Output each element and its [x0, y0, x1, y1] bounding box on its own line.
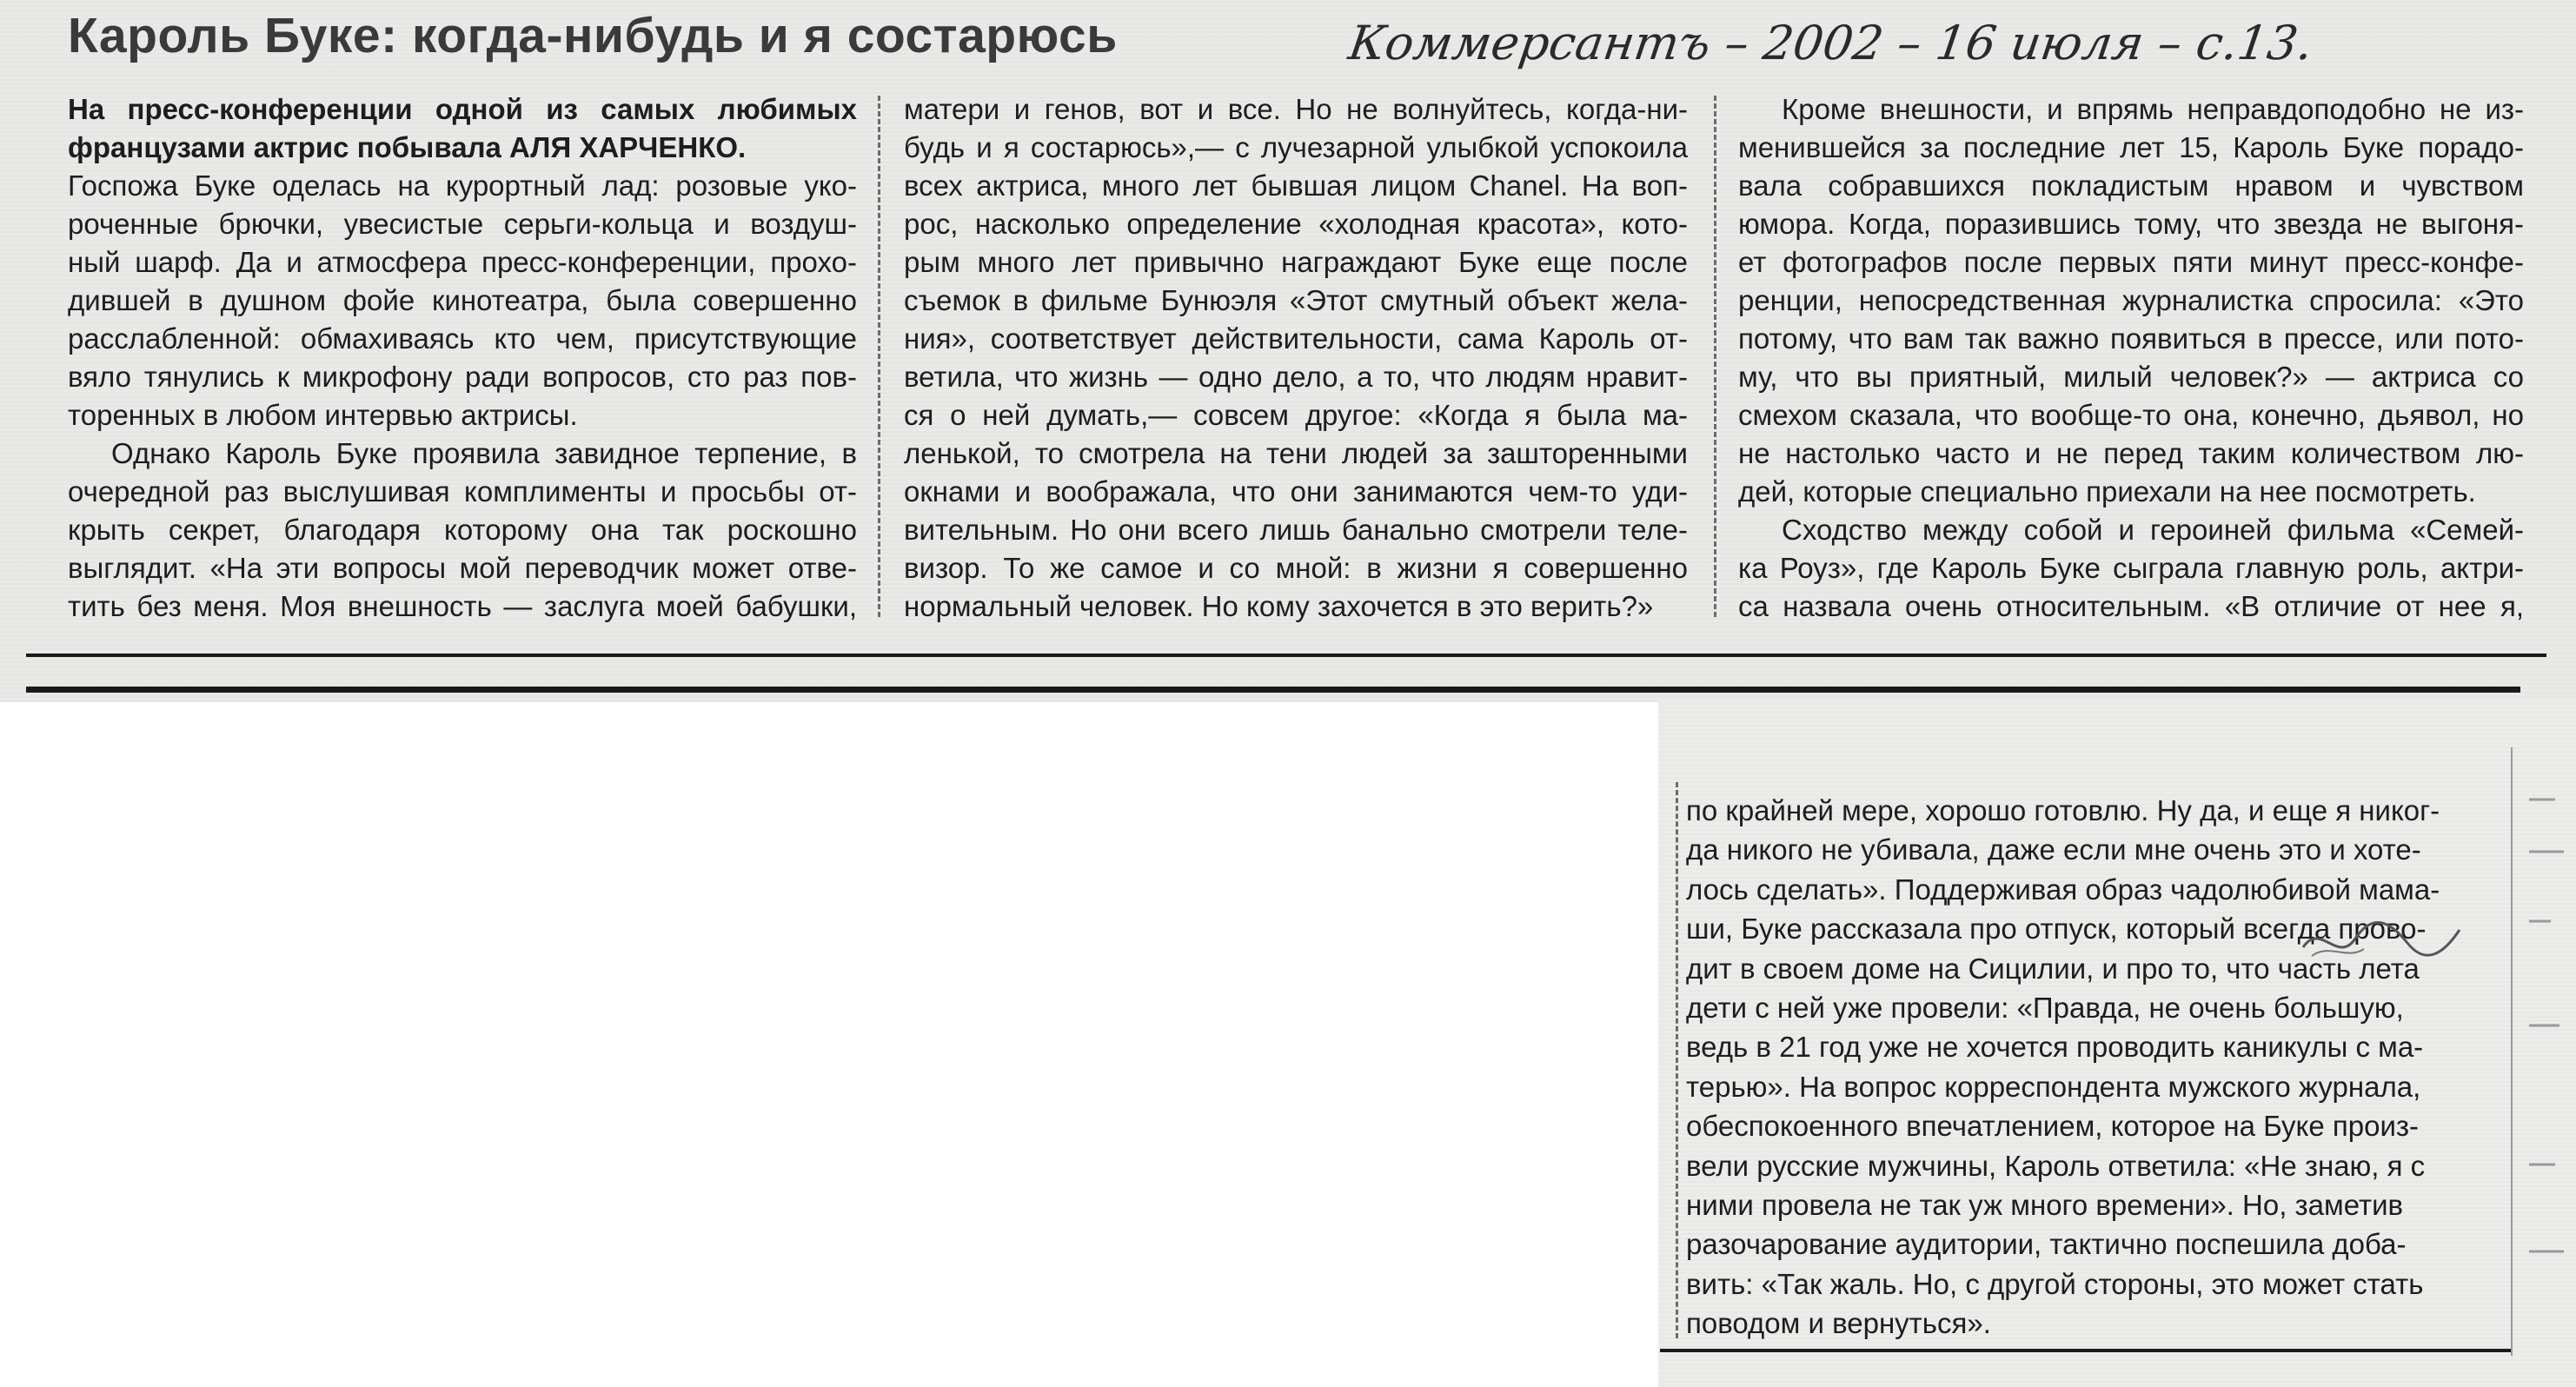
- text-line: вительным. Но они всего лишь банально смотрели теле-: [904, 514, 1688, 546]
- text-line: тить без меня. Моя внешность — заслуга моей бабушки,: [68, 590, 857, 622]
- pen-scribble-mark: [2294, 904, 2468, 973]
- text-line: матери и генов, вот и все. Но не волнуйтесь, когда-ни-: [904, 93, 1688, 125]
- article-headline: Кароль Буке: когда-нибудь и я состарюсь: [68, 8, 1118, 63]
- column-divider: [1676, 782, 1678, 1338]
- text-line: менившейся за последние лет 15, Кароль Буке порадо-: [1738, 131, 2524, 163]
- text-line: выглядит. «На эти вопросы мой переводчик может отве-: [68, 552, 857, 584]
- text-line: са назвала очень относительным. «В отличие от нее я,: [1738, 590, 2524, 622]
- lead-line: На пресс-конференции одной из самых любимых: [68, 93, 857, 125]
- article-column-2: [904, 90, 1688, 626]
- text-line: потому, что вам так важно появиться в прессе, или пото-: [1738, 322, 2524, 355]
- text-line: смехом сказала, что вообще-то она, конечно, дьявол, но: [1738, 399, 2524, 431]
- text-line: ренции, непосредственная журналистка спросила: «Это: [1738, 284, 2524, 316]
- text-line: съемок в фильме Бунюэля «Этот смутный объект жела-: [904, 284, 1688, 316]
- text-line: крыть секрет, благодаря которому она так роскошно: [68, 514, 857, 546]
- text-line: Кроме внешности, и впрямь неправдоподобно не из-: [1782, 93, 2524, 125]
- lead-line: французами актрис побывала АЛЯ ХАРЧЕНКО.: [68, 131, 747, 163]
- text-line: терью». На вопрос корреспондента мужского журнала,: [1686, 1070, 2421, 1103]
- text-line: ними провела не так уж много времени». Но, заметив: [1686, 1188, 2404, 1221]
- text-line: ши, Буке рассказала про отпуск, который всегда прово-: [1686, 912, 2427, 946]
- text-line: ведь в 21 год уже не хочется проводить каникулы с ма-: [1686, 1031, 2424, 1064]
- text-line: по крайней мере, хорошо готовлю. Ну да, и еще я никог-: [1686, 794, 2440, 826]
- text-line: дети с ней уже провели: «Правда, не очень большую,: [1686, 991, 2404, 1024]
- text-line: вяло тянулись к микрофону ради вопросов, сто раз пов-: [68, 361, 857, 393]
- text-line: вала собравшихся покладистым нравом и чувством: [1738, 169, 2524, 202]
- text-line: нормальный человек. Но кому захочется в это верить?»: [904, 590, 1654, 622]
- text-line: разочарование аудитории, тактично поспешила доба-: [1686, 1228, 2407, 1261]
- torn-edge-marks: [2503, 747, 2576, 1356]
- text-line: Сходство между собой и героиней фильма «Семей-: [1782, 514, 2524, 546]
- text-line: всех актриса, много лет бывшая лицом Chanel. На воп-: [904, 169, 1688, 202]
- text-line: окнами и воображала, что они занимаются чем-то уди-: [904, 475, 1688, 508]
- text-line: рос, насколько определение «холодная красота», кото-: [904, 208, 1688, 240]
- text-line: ся о ней думать,— совсем другое: «Когда я была ма-: [904, 399, 1688, 431]
- column-divider: [878, 96, 880, 617]
- text-line: обеспокоенного впечатлением, которое на Буке произ-: [1686, 1110, 2420, 1143]
- text-line: вели русские мужчины, Кароль ответила: «Не знаю, я с: [1686, 1149, 2426, 1182]
- text-line: поводом и вернуться».: [1686, 1307, 1991, 1340]
- text-line: ка Роуз», где Кароль Буке сыграла главную роль, актри-: [1738, 552, 2524, 584]
- text-line: рым много лет привычно награждают Буке еще после: [904, 246, 1688, 278]
- text-line: Однако Кароль Буке проявила завидное терпение, в: [111, 437, 857, 469]
- text-line: торенных в любом интервью актрисы.: [68, 399, 578, 431]
- article-column-1: [68, 90, 857, 626]
- text-line: лось сделать». Поддерживая образ чадолюбивой мама-: [1686, 873, 2440, 906]
- text-line: ный шарф. Да и атмосфера пресс-конференции, прохо-: [68, 246, 857, 278]
- text-line: ленькой, то смотрела на тени людей за зашторенными: [904, 437, 1688, 469]
- text-line: дей, которые специально приехали на нее посмотреть.: [1738, 475, 2476, 508]
- text-line: ния», соответствует действительности, сама Кароль от-: [904, 322, 1688, 355]
- text-line: будь и я состарюсь»,— с лучезарной улыбкой успокоила: [904, 131, 1688, 163]
- text-line: да никого не убивала, даже если мне очень это и хоте-: [1686, 833, 2421, 866]
- text-line: Госпожа Буке оделась на курортный лад: розовые уко-: [68, 169, 857, 202]
- text-line: расслабленной: обмахиваясь кто чем, присутствующие: [68, 322, 857, 355]
- article-column-3: [1738, 90, 2524, 626]
- text-line: юмора. Когда, поразившись тому, что звезда не выгоня-: [1738, 208, 2524, 240]
- text-line: очередной раз выслушивая комплименты и просьбы от-: [68, 475, 857, 508]
- text-line: вить: «Так жаль. Но, с другой стороны, это может стать: [1686, 1267, 2424, 1300]
- text-line: дившей в душном фойе кинотеатра, была совершенно: [68, 284, 857, 316]
- column-divider: [1714, 96, 1716, 617]
- article-column-4: [1686, 791, 2486, 1343]
- handwritten-source-note: [1345, 9, 2510, 78]
- text-line: му, что вы приятный, милый человек?» — актриса со: [1738, 361, 2524, 393]
- text-line: ет фотографов после первых пяти минут пресс-конфе-: [1738, 246, 2524, 278]
- section-rule-thick: [26, 687, 2520, 693]
- bottom-rule: [1660, 1349, 2512, 1352]
- text-line: ветила, что жизнь — одно дело, а то, что людям нравит-: [904, 361, 1688, 393]
- text-line: визор. То же самое и со мной: в жизни я совершенно: [904, 552, 1688, 584]
- handwritten-source-text: Коммерсантъ – 2002 – 16 июля – с.13.: [1345, 16, 2317, 70]
- text-line: роченные брючки, увесистые серьги-кольца и воздуш-: [68, 208, 857, 240]
- section-rule: [26, 654, 2546, 657]
- text-line: дит в своем доме на Сицилии, и про то, что часть лета: [1686, 952, 2420, 985]
- text-line: не настолько часто и не перед таким количеством лю-: [1738, 437, 2524, 469]
